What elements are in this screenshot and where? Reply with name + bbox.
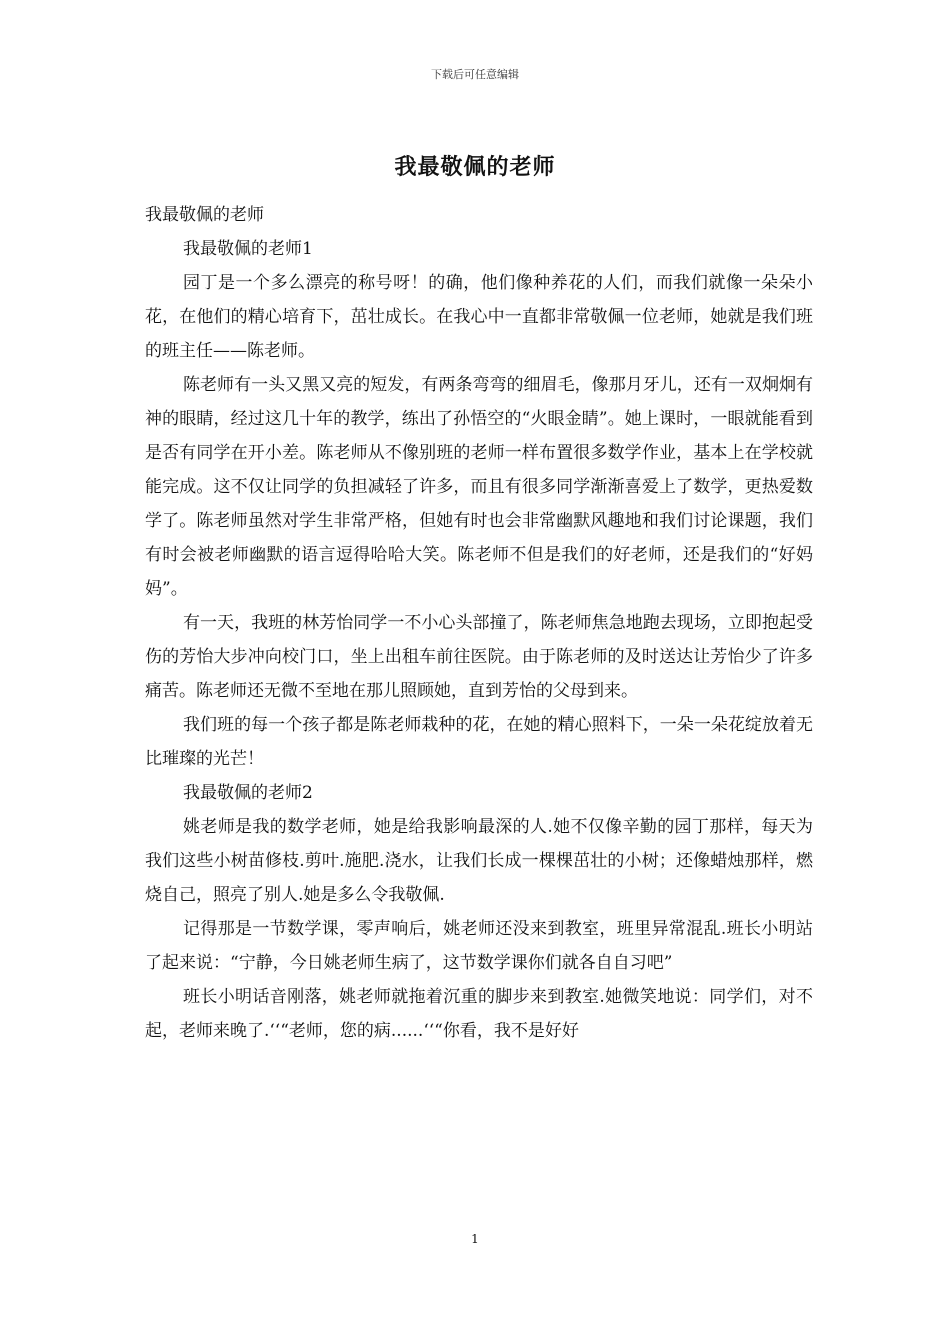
body-paragraph: 我们班的每一个孩子都是陈老师栽种的花，在她的精心照料下，一朵一朵花绽放着无比璀璨的光芒！ [145, 715, 813, 769]
document-title: 我最敬佩的老师 [394, 154, 556, 180]
page-header: 下载后可任意编辑 [431, 68, 519, 81]
body-paragraph: 我最敬佩的老师2 [183, 783, 313, 803]
body-paragraph: 园丁是一个多么漂亮的称号呀！的确，他们像种养花的人们，而我们就像一朵朵小花，在他们的精心培育下，茁壮成长。在我心中一直都非常敬佩一位老师，她就是我们班的班主任——陈老师。 [145, 273, 813, 361]
body-paragraph: 陈老师有一头又黑又亮的短发，有两条弯弯的细眉毛，像那月牙儿，还有一双炯炯有神的眼睛，经过这几十年的教学，练出了孙悟空的“火眼金睛”。她上课时，一眼就能看到是否有同学在开小差。陈老师从不像别班的老师一样布置很多数学作业，基本上在学校就能完成。这不仅让同学的负担减轻了许多，而且有很多同学渐渐喜爱上了数学，更热爱数学了。陈老师虽然对学生非常严格，但她有时也会非常幽默风趣地和我们讨论课题，我们有时会被老师幽默的语言逗得哈哈大笑。陈老师不但是我们的好老师，还是我们的“好妈妈”。 [145, 375, 813, 599]
body-paragraph: 姚老师是我的数学老师，她是给我影响最深的人.她不仅像辛勤的园丁那样，每天为我们这些小树苗修枝.剪叶.施肥.浇水，让我们长成一棵棵茁壮的小树；还像蜡烛那样，燃烧自己，照亮了别人.她是多么令我敬佩. [145, 817, 813, 905]
body-paragraph: 记得那是一节数学课，零声响后，姚老师还没来到教室，班里异常混乱.班长小明站了起来说：“宁静，今日姚老师生病了，这节数学课你们就各自自习吧” [145, 919, 813, 973]
page-number: 1 [471, 1232, 479, 1246]
document-body [145, 198, 813, 1048]
body-paragraph: 班长小明话音刚落，姚老师就拖着沉重的脚步来到教室.她微笑地说：同学们，对不起，老师来晚了.‘‘“老师，您的病......‘‘“你看，我不是好好 [145, 987, 813, 1041]
body-paragraph: 我最敬佩的老师1 [183, 239, 313, 259]
body-paragraph: 我最敬佩的老师 [145, 205, 264, 225]
body-paragraph: 有一天，我班的林芳怡同学一不小心头部撞了，陈老师焦急地跑去现场，立即抱起受伤的芳怡大步冲向校门口，坐上出租车前往医院。由于陈老师的及时送达让芳怡少了许多痛苦。陈老师还无微不至地在那儿照顾她，直到芳怡的父母到来。 [145, 613, 813, 701]
